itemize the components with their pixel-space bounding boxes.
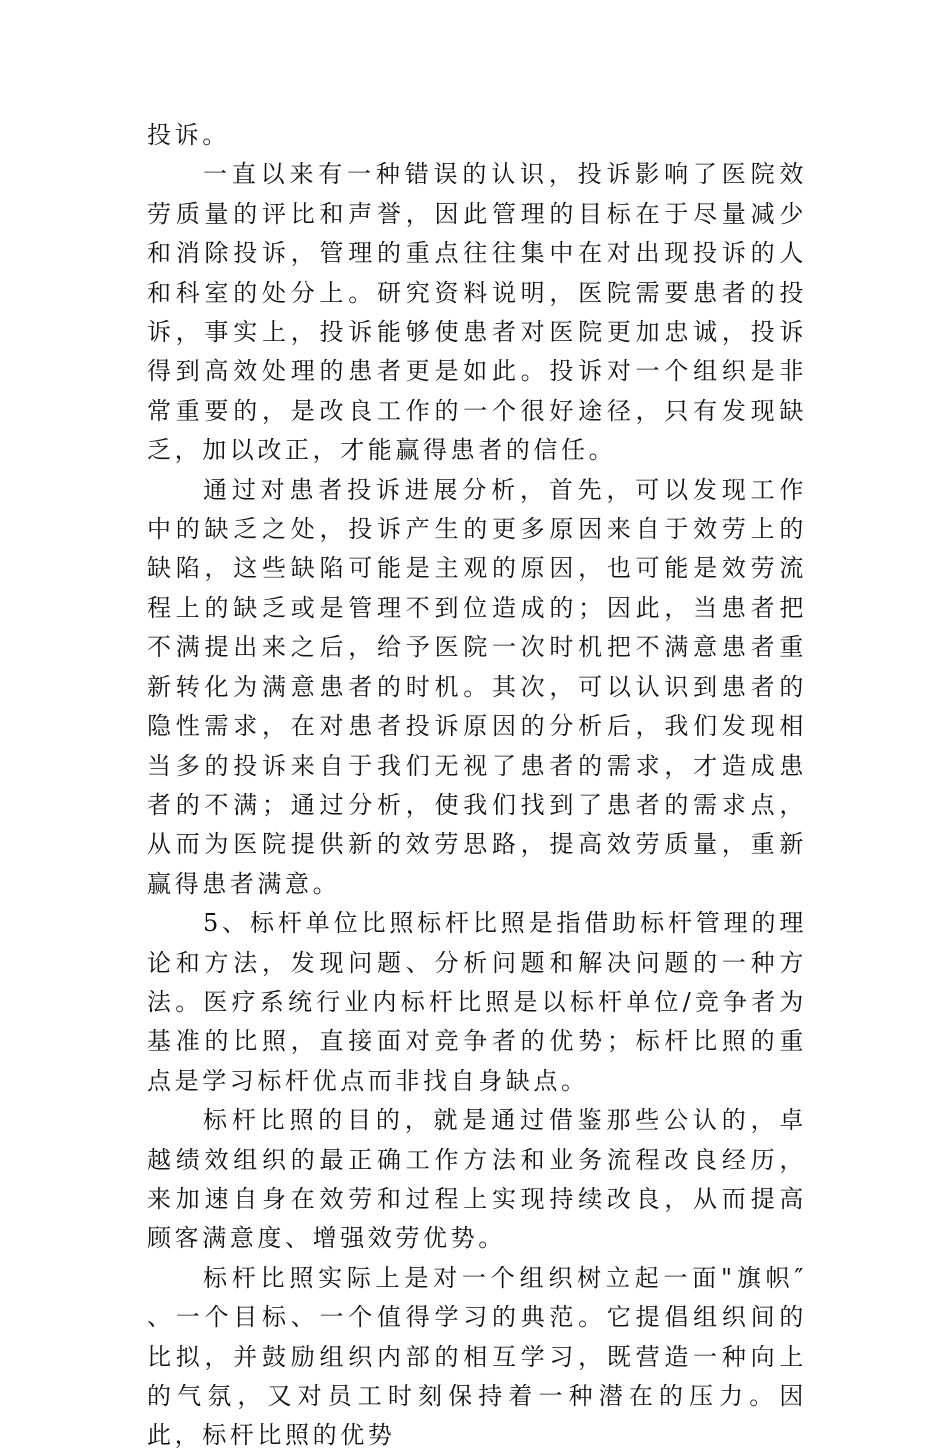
- paragraph-benchmark-definition: 5、标杆单位比照标杆比照是指借助标杆管理的理论和方法，发现问题、分析问题和解决问题的一种方法。医疗系统行业内标杆比照是以标杆单位/竞争者为基准的比照，直接面对竞争者的优势；标杆比照的重点是学习标杆优点而非找自身缺点。: [147, 909, 807, 1095]
- paragraph-complaint-analysis: 通过对患者投诉进展分析，首先，可以发现工作中的缺乏之处，投诉产生的更多原因来自于效劳上的缺陷，这些缺陷可能是主观的原因，也可能是效劳流程上的缺乏或是管理不到位造成的；因此，当患者把不满提出来之后，给予医院一次时机把不满意患者重新转化为满意患者的时机。其次，可以认识到患者的隐性需求，在对患者投诉原因的分析后，我们发现相当多的投诉来自于我们无视了患者的需求，才造成患者的不满；通过分析，使我们找到了患者的需求点，从而为医院提供新的效劳思路，提高效劳质量，重新赢得患者满意。: [147, 475, 807, 898]
- paragraph-complaint-misconception: 一直以来有一种错误的认识，投诉影响了医院效劳质量的评比和声誉，因此管理的目标在于尽量减少和消除投诉，管理的重点往往集中在对出现投诉的人和科室的处分上。研究资料说明，医院需要患者的投诉，事实上，投诉能够使患者对医院更加忠诚，投诉得到高效处理的患者更是如此。投诉对一个组织是非常重要的，是改良工作的一个很好途径，只有发现缺乏，加以改正，才能赢得患者的信任。: [147, 160, 807, 465]
- paragraph-benchmark-flag: 标杆比照实际上是对一个组织树立起一面"旗帜″ 、一个目标、一个值得学习的典范。它提倡组织间的比拟，并鼓励组织内部的相互学习，既营造一种向上的气氛，又对员工时刻保持着一种潜在的压力。因此，标杆比照的优势: [147, 1263, 807, 1450]
- document-body: [147, 116, 807, 1456]
- paragraph-benchmark-purpose: 标杆比照的目的，就是通过借鉴那些公认的，卓越绩效组织的最正确工作方法和业务流程改良经历，来加速自身在效劳和过程上实现持续改良，从而提高顾客满意度、增强效劳优势。: [147, 1106, 807, 1253]
- paragraph-continuation: 投诉。: [147, 121, 230, 149]
